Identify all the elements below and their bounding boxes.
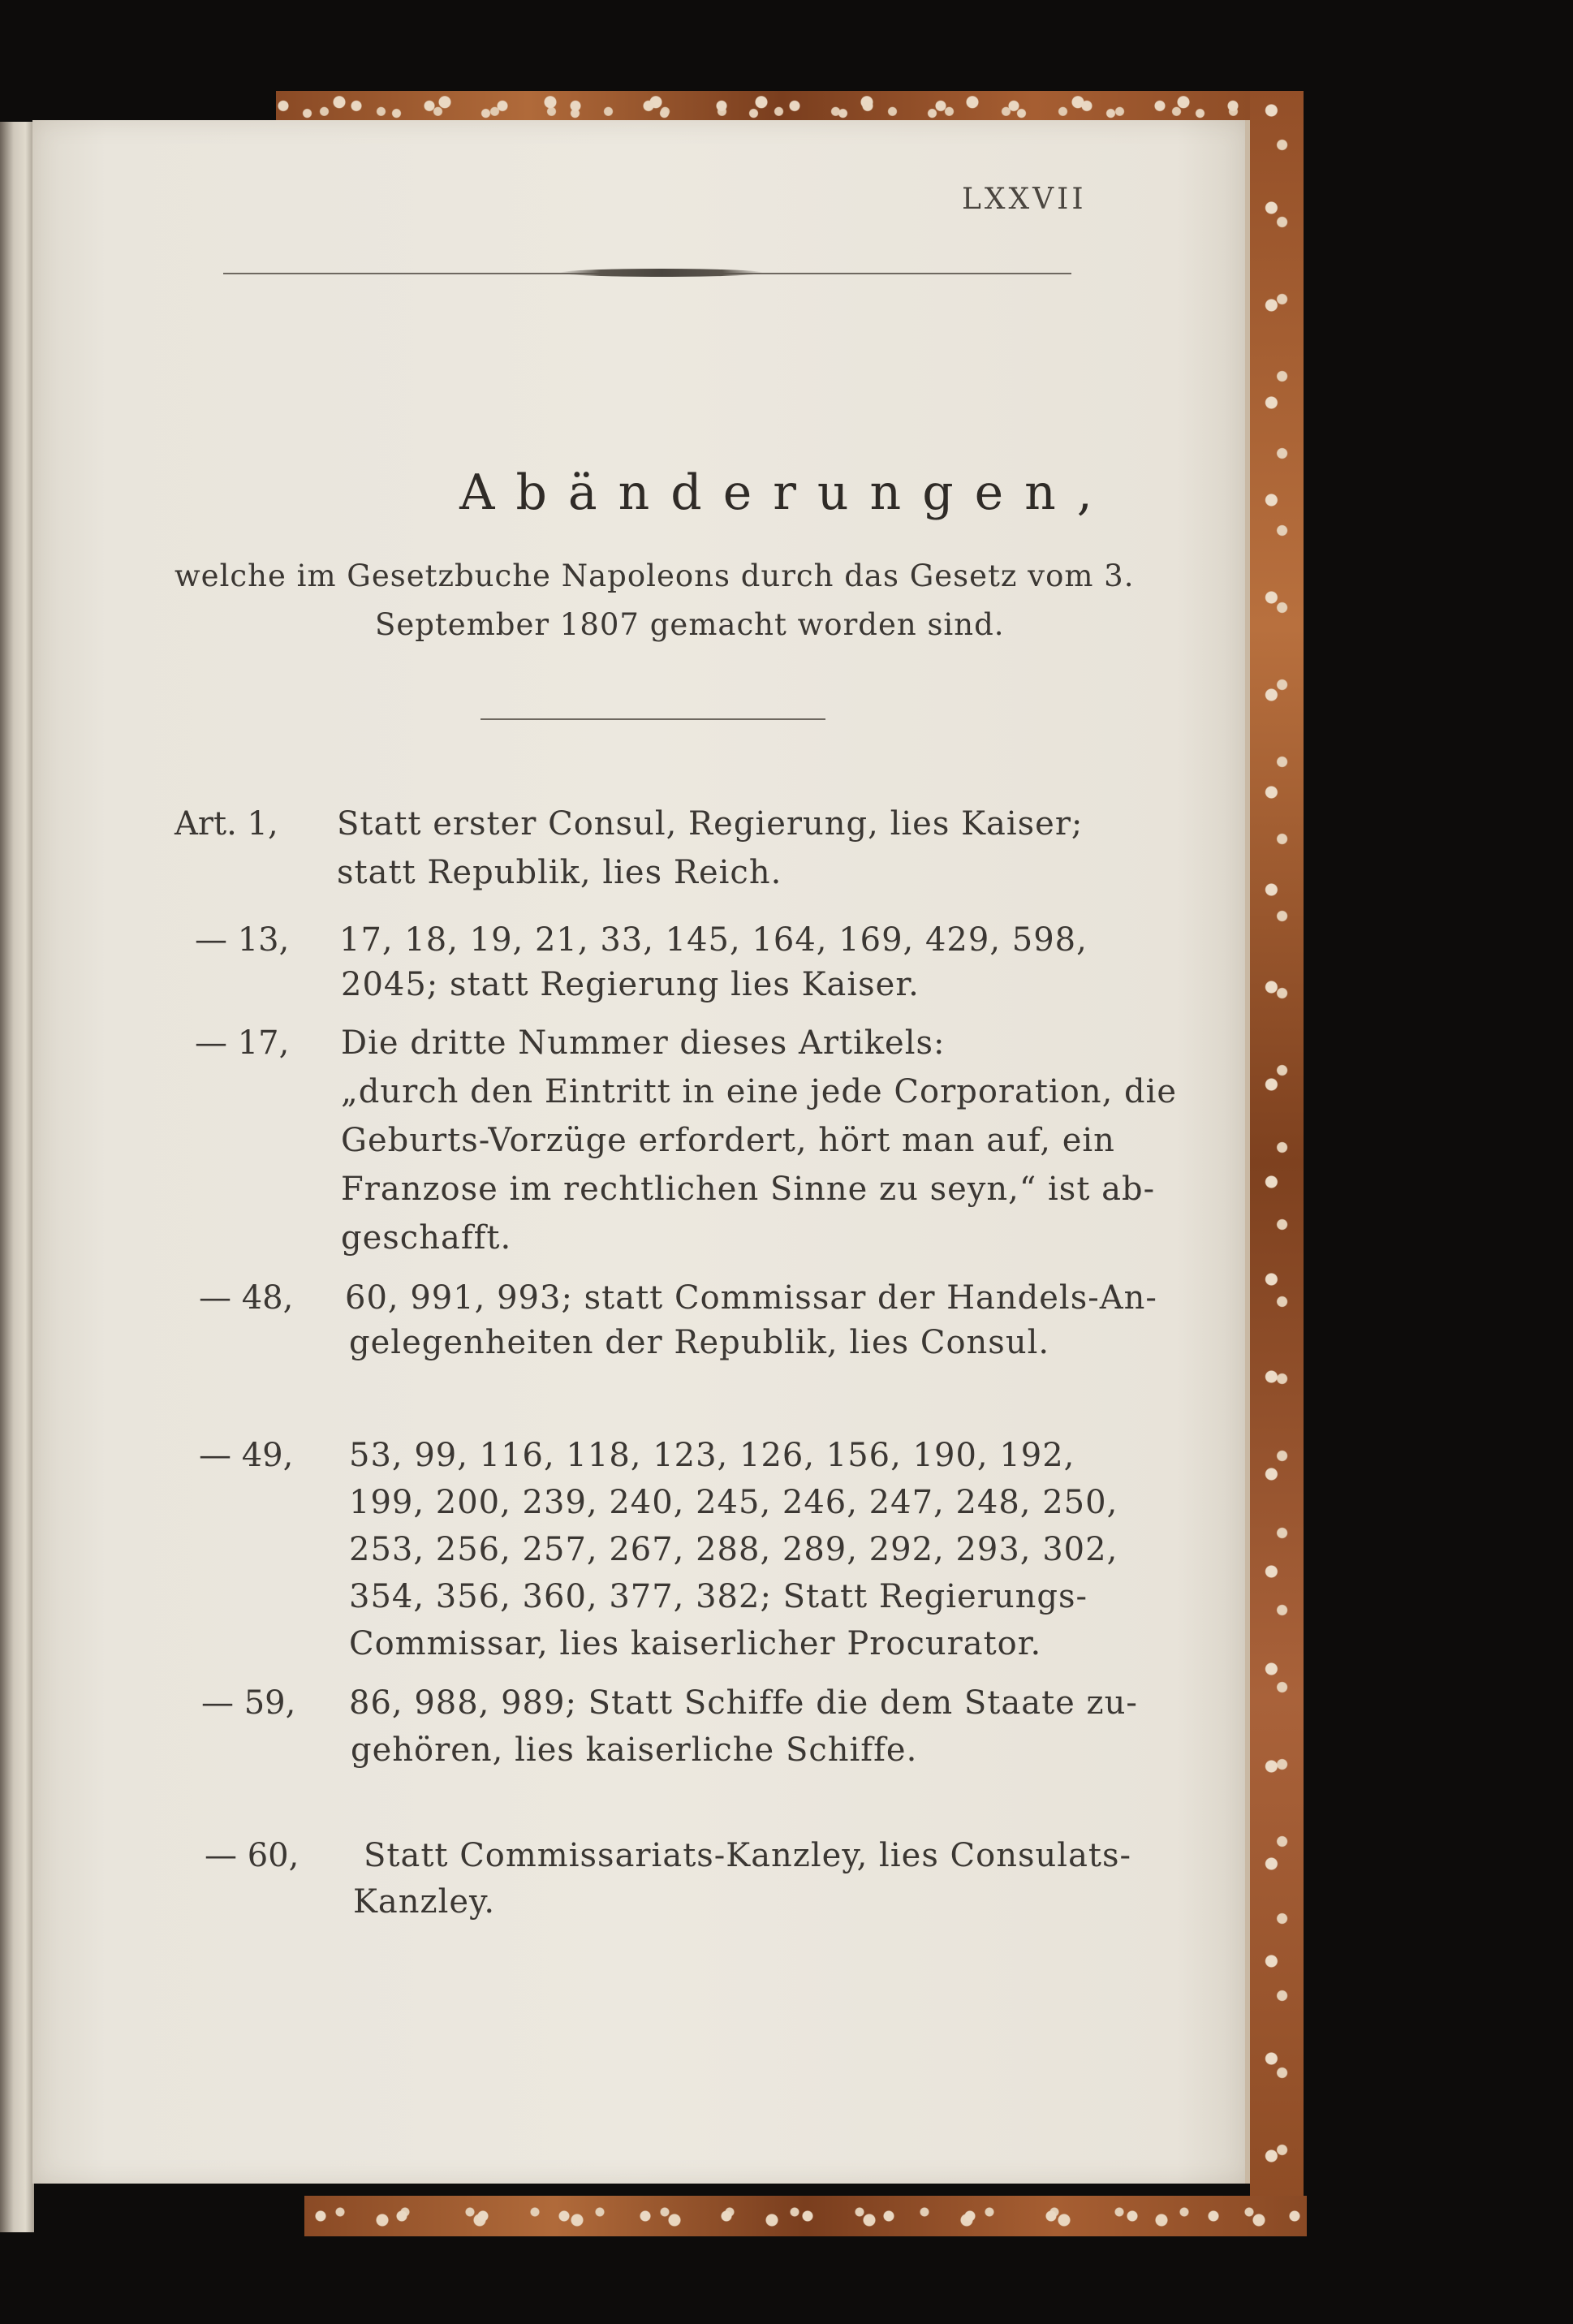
entry-line: Geburts-Vorzüge erfordert, hört man auf, ein <box>341 1122 1115 1159</box>
entry-line: 2045; statt Regierung lies Kaiser. <box>341 966 920 1003</box>
entry-line: Die dritte Nummer dieses Artikels: <box>341 1024 946 1062</box>
entry-line: 60, 991, 993; statt Commissar der Handels-An- <box>345 1279 1157 1317</box>
entry-line: Statt Commissariats-Kanzley, lies Consulats- <box>364 1837 1132 1874</box>
entry-key: — 13, <box>195 921 290 959</box>
marbled-cover-bottom <box>304 2196 1307 2236</box>
entry-line: geschafft. <box>341 1219 512 1257</box>
entry-line: 253, 256, 257, 267, 288, 289, 292, 293, 302, <box>349 1531 1118 1568</box>
subtitle-line-2: September 1807 gemacht worden sind. <box>375 607 1005 642</box>
entry-line: 17, 18, 19, 21, 33, 145, 164, 169, 429, 598, <box>339 921 1088 959</box>
entry-key: — 49, <box>199 1437 294 1474</box>
entry-line: Kanzley. <box>353 1883 496 1921</box>
entry-line: 199, 200, 239, 240, 245, 246, 247, 248, 250, <box>349 1484 1118 1521</box>
entry-key: Art. 1, <box>175 805 278 843</box>
entry-key: — 60, <box>205 1837 300 1874</box>
entry-key: — 48, <box>199 1279 294 1317</box>
subtitle-line-1: welche im Gesetzbuche Napoleons durch das Gesetz vom 3. <box>175 558 1135 593</box>
entry-line: gehören, lies kaiserliche Schiffe. <box>351 1731 918 1769</box>
marbled-cover-right <box>1250 91 1304 2234</box>
section-heading: Abänderungen, <box>459 464 1114 521</box>
entry-line: Statt erster Consul, Regierung, lies Kaiser; <box>337 805 1084 843</box>
entry-key: — 59, <box>201 1684 296 1722</box>
top-rule-ornament <box>560 269 763 277</box>
entry-key: — 17, <box>195 1024 290 1062</box>
entry-line: 86, 988, 989; Statt Schiffe die dem Staate zu- <box>349 1684 1138 1722</box>
entry-line: „durch den Eintritt in eine jede Corporation, die <box>341 1073 1178 1110</box>
entry-line: 53, 99, 116, 118, 123, 126, 156, 190, 192, <box>349 1437 1075 1474</box>
page-number: LXXVII <box>962 183 1087 216</box>
entry-line: Commissar, lies kaiserlicher Procurator. <box>349 1625 1042 1662</box>
entry-line: 354, 356, 360, 377, 382; Statt Regierungs- <box>349 1578 1088 1615</box>
entry-line: statt Republik, lies Reich. <box>337 854 782 891</box>
book-left-edge <box>0 122 34 2232</box>
entry-line: Franzose im rechtlichen Sinne zu seyn,“ ist ab- <box>341 1171 1156 1208</box>
entry-line: gelegenheiten der Republik, lies Consul. <box>349 1324 1050 1361</box>
middle-rule <box>481 718 825 720</box>
